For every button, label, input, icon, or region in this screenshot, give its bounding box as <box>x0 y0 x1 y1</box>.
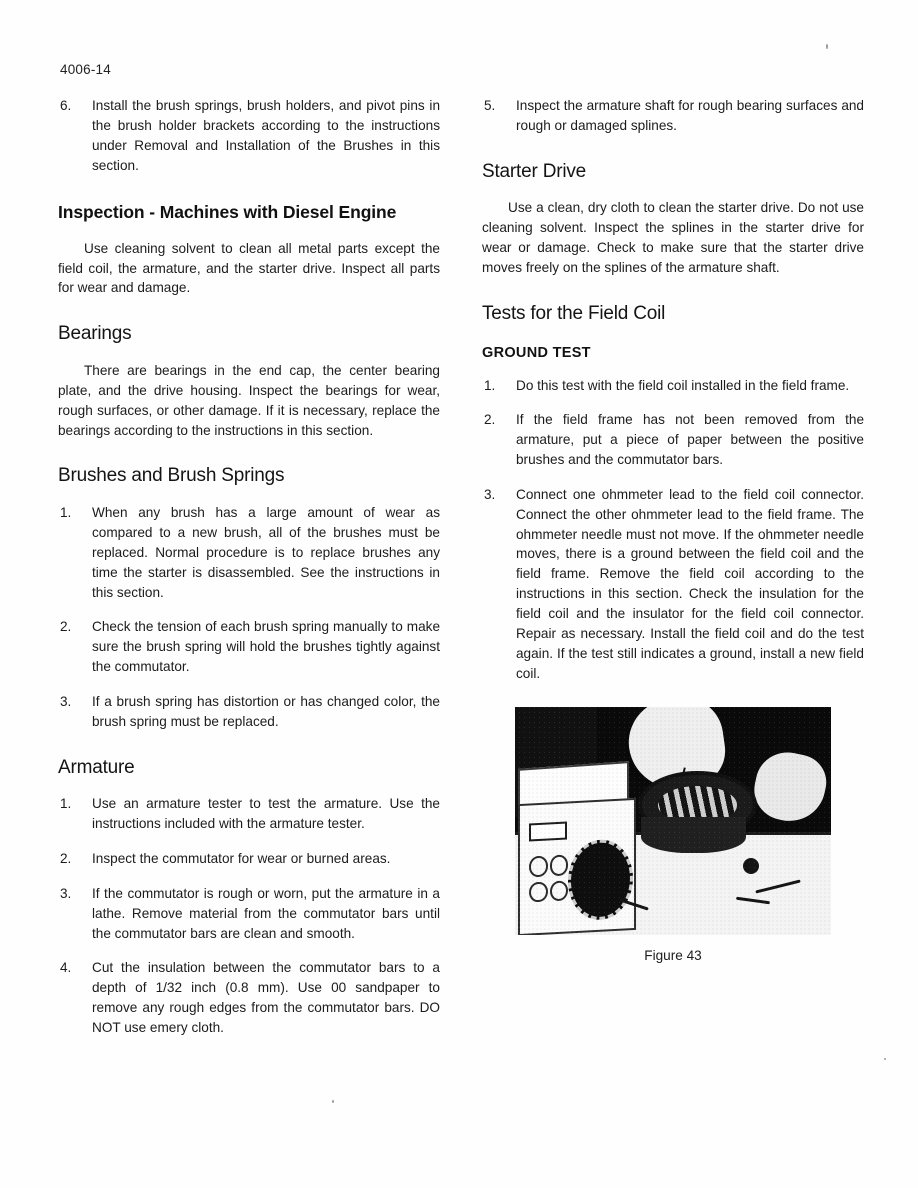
photo-field-frame-body <box>641 817 745 853</box>
list-item <box>58 96 440 175</box>
list-item-number: 1. <box>484 377 496 393</box>
list-item-number: 3. <box>60 885 72 901</box>
list-item-number: 2. <box>484 412 496 428</box>
list-item-number: 1. <box>60 505 72 521</box>
heading-inspection-diesel: Inspection - Machines with Diesel Engine <box>58 202 397 223</box>
photo-ohmmeter-knob <box>529 856 548 878</box>
list-item-text: Do this test with the field coil installed in the field frame. <box>516 377 850 393</box>
list-item <box>482 410 864 470</box>
right-column <box>482 96 864 1038</box>
list-item-number: 5. <box>484 98 496 113</box>
list-item <box>58 958 440 1037</box>
left-column <box>58 96 440 1038</box>
starter-drive-paragraph: Use a clean, dry cloth to clean the starter drive. Do not use cleaning solvent. Inspect the splines in the starter drive for wear or damage. Check to make sure that the starter drive moves freely on the splines of the armature shaft. <box>482 200 864 275</box>
heading-brushes-and-brush-springs: Brushes and Brush Springs <box>58 465 285 487</box>
two-column-body <box>58 96 864 1038</box>
list-item-text: Cut the insulation between the commutator bars to a depth of 1/32 inch (0.8 mm). Use 00 sandpaper to remove any rough edges from the commutator bars. DO NOT use emery cloth. <box>92 960 440 1035</box>
list-item-text: Install the brush springs, brush holders, and pivot pins in the brush holder brackets according to the instructions under Removal and Installation of the Brushes in this section. <box>92 98 440 173</box>
photo-ohmmeter-display <box>529 822 567 842</box>
list-item-text: If the commutator is rough or worn, put the armature in a lathe. Remove material from the commutator bars until the commutator bars are clean and smooth. <box>92 885 440 941</box>
list-item-text: Check the tension of each brush spring manually to make sure the brush spring will hold the brushes tightly against the commutator. <box>92 619 440 675</box>
photo-ohmmeter-dial <box>568 839 633 922</box>
list-item <box>482 96 864 136</box>
list-item-number: 1. <box>60 796 72 812</box>
list-item-number: 2. <box>60 851 72 867</box>
heading-armature: Armature <box>58 756 135 778</box>
heading-ground-test: GROUND TEST <box>482 344 591 361</box>
heading-bearings: Bearings <box>58 323 132 345</box>
list-item-text: If a brush spring has distortion or has changed color, the brush spring must be replaced. <box>92 693 440 729</box>
list-item-number: 2. <box>60 619 72 635</box>
heading-tests-for-the-field-coil: Tests for the Field Coil <box>482 302 666 324</box>
list-item-text: If the field frame has not been removed from the armature, put a piece of paper between the positive brushes and the commutator bars. <box>516 412 864 468</box>
list-item-number: 6. <box>60 98 72 113</box>
list-item <box>58 794 440 834</box>
list-item <box>58 503 440 602</box>
list-item-text: Use an armature tester to test the armature. Use the instructions included with the armature tester. <box>92 796 440 832</box>
list-item-number: 3. <box>60 693 72 709</box>
list-item <box>58 884 440 944</box>
scan-speck <box>826 44 828 49</box>
photo-ohmmeter-knob <box>529 882 548 904</box>
list-item-text: Inspect the armature shaft for rough bearing surfaces and rough or damaged splines. <box>516 98 864 133</box>
figure-photo <box>515 707 831 935</box>
page-number: 4006-14 <box>60 62 111 77</box>
list-item-text: Inspect the commutator for wear or burned areas. <box>92 851 391 867</box>
list-item-text: Connect one ohmmeter lead to the field coil connector. Connect the other ohmmeter lead to the field frame. The ohmmeter needle must not move. If the ohmmeter needle moves, there is a ground between the field coil and the field frame. Remove the field coil according to the instructions in this section. Check the insulation for the field coil and the insulator for the field coil connector. Repair as necessary. Install the field coil and do the test again. If the test still indicates a ground, install a new field coil. <box>516 486 864 681</box>
photo-test-lead-clip <box>743 858 759 874</box>
list-item <box>58 692 440 732</box>
figure-43 <box>482 707 864 963</box>
figure-caption: Figure 43 <box>644 948 702 964</box>
photo-ohmmeter-knob <box>550 855 569 877</box>
photo-ohmmeter <box>518 798 636 935</box>
photo-ohmmeter-knob <box>550 880 569 902</box>
list-item <box>58 617 440 677</box>
list-item <box>58 849 440 869</box>
scan-speck <box>884 1058 886 1060</box>
inspection-paragraph: Use cleaning solvent to clean all metal parts except the field coil, the armature, and the starter drive. Inspect all parts for wear and damage. <box>58 240 440 296</box>
scan-speck <box>332 1100 334 1103</box>
list-item <box>482 376 864 396</box>
list-item-text: When any brush has a large amount of wear as compared to a new brush, all of the brushes must be replaced. Normal procedure is to replace brushes any time the starter is disassembled. See the instructions in this section. <box>92 505 440 600</box>
bearings-paragraph: There are bearings in the end cap, the center bearing plate, and the drive housing. Inspect the bearings for wear, rough surfaces, or other damage. If it is necessary, replace the bearings according to the instructions in this section. <box>58 363 440 438</box>
heading-starter-drive: Starter Drive <box>482 160 587 182</box>
list-item <box>482 485 864 683</box>
list-item-number: 3. <box>484 486 496 502</box>
list-item-number: 4. <box>60 960 72 976</box>
